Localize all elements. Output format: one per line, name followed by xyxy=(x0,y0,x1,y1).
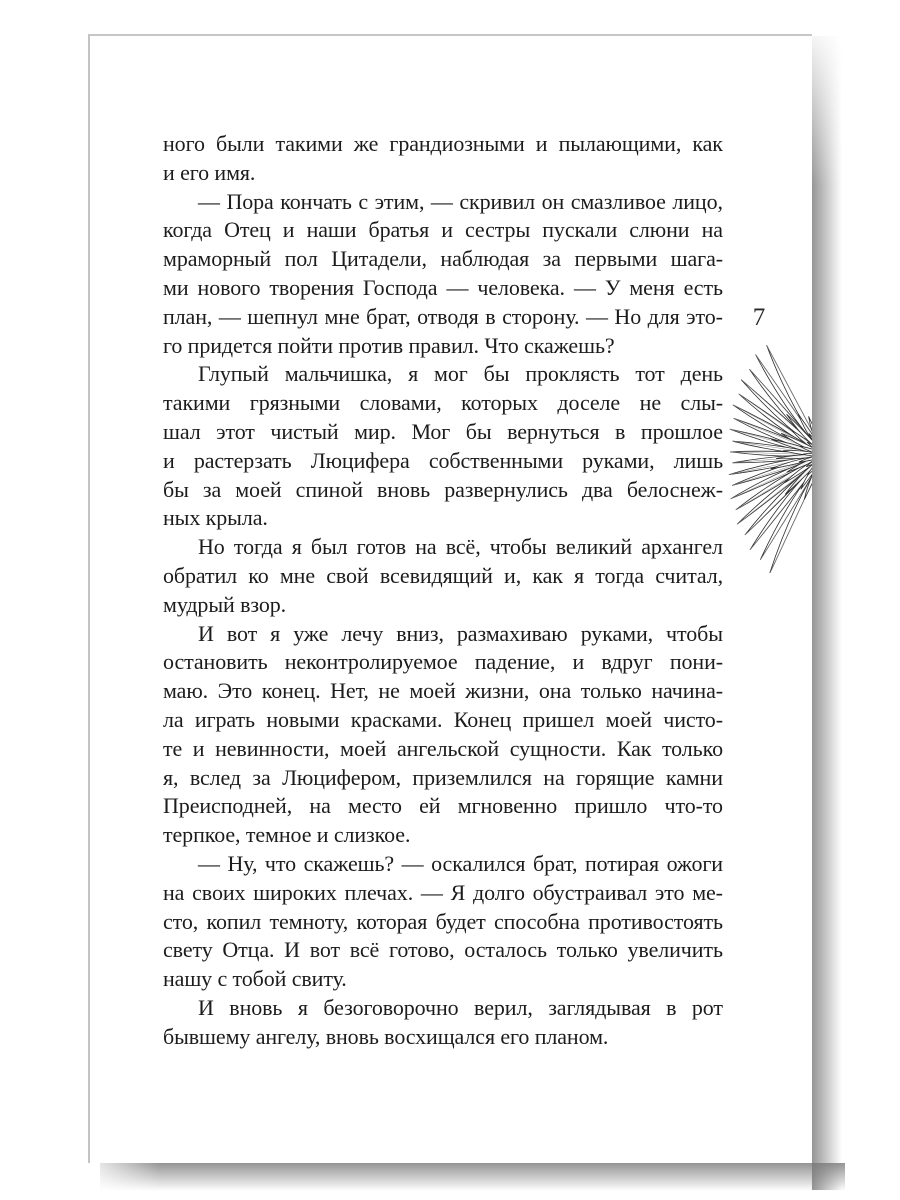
text-line: Глупый мальчишка, я мог бы проклясть тот день xyxy=(198,361,723,387)
text-line: бывшему ангелу, вновь восхищался его планом. xyxy=(163,1023,609,1049)
text-line: на своих широких плечах. — Я долго обустраивал это ме- xyxy=(163,879,723,905)
text-line: когда Отец и наши братья и сестры пускали слюни на xyxy=(163,217,723,243)
text-line: обратил ко мне свой всевидящий и, как я тогда считал, xyxy=(163,562,723,588)
text-line: план, — шепнул мне брат, отводя в сторону. — Но для это- xyxy=(163,303,723,329)
text-line: ми нового творения Господа — человека. — У меня есть xyxy=(163,274,723,300)
text-line: я, вслед за Люцифером, приземлился на горящие камни xyxy=(163,764,723,790)
text-line: те и невинности, моей ангельской сущности. Как только xyxy=(163,735,723,761)
text-line: бы за моей спиной вновь развернулись два белоснеж- xyxy=(163,476,723,502)
text-line: терпкое, темное и слизкое. xyxy=(163,822,411,848)
text-line: маю. Это конец. Нет, не моей жизни, она только начина- xyxy=(163,678,723,704)
text-line: ных крыла. xyxy=(163,505,268,531)
text-line: И вот я уже лечу вниз, размахиваю руками, чтобы xyxy=(198,620,723,646)
text-line: мудрый взор. xyxy=(163,591,287,617)
page-edge-shadow-bottom xyxy=(100,1163,845,1191)
text-block xyxy=(163,130,723,1052)
text-line: сто, копил темноту, которая будет способна противостоять xyxy=(163,908,723,934)
text-line: ла играть новыми красками. Конец пришел моей чисто- xyxy=(163,706,723,732)
text-line: мраморный пол Цитадели, наблюдая за первыми шага- xyxy=(163,246,723,272)
text-line: ного были такими же грандиозными и пылающими, как xyxy=(163,131,723,156)
page-edge-shadow-right xyxy=(812,36,842,1190)
text-line: — Ну, что скажешь? — оскалился брат, потирая ожоги xyxy=(198,850,723,876)
page-number: 7 xyxy=(752,304,766,331)
text-line: — Пора кончать с этим, — скривил он смазливое лицо, xyxy=(198,188,723,214)
text-line: свету Отца. И вот всё готово, осталось только увеличить xyxy=(163,937,723,963)
text-line: и растерзать Люцифера собственными руками, лишь xyxy=(163,447,723,473)
text-line: Но тогда я был готов на всё, чтобы великий архангел xyxy=(198,534,723,560)
text-line: шал этот чистый мир. Мог бы вернуться в прошлое xyxy=(163,418,723,444)
text-line: остановить неконтролируемое падение, и вдруг пони- xyxy=(163,649,723,675)
text-line: Преисподней, на место ей мгновенно пришло что-то xyxy=(163,793,723,819)
text-line: нашу с тобой свиту. xyxy=(163,966,347,992)
text-line: и его имя. xyxy=(163,159,256,185)
book-page xyxy=(88,34,812,1163)
text-line: го придется пойти против правил. Что скажешь? xyxy=(163,332,615,358)
text-line: И вновь я безоговорочно верил, заглядывая в рот xyxy=(198,994,723,1020)
text-line: такими грязными словами, которых доселе не слы- xyxy=(163,390,723,416)
angel-wing-icon xyxy=(725,343,812,573)
